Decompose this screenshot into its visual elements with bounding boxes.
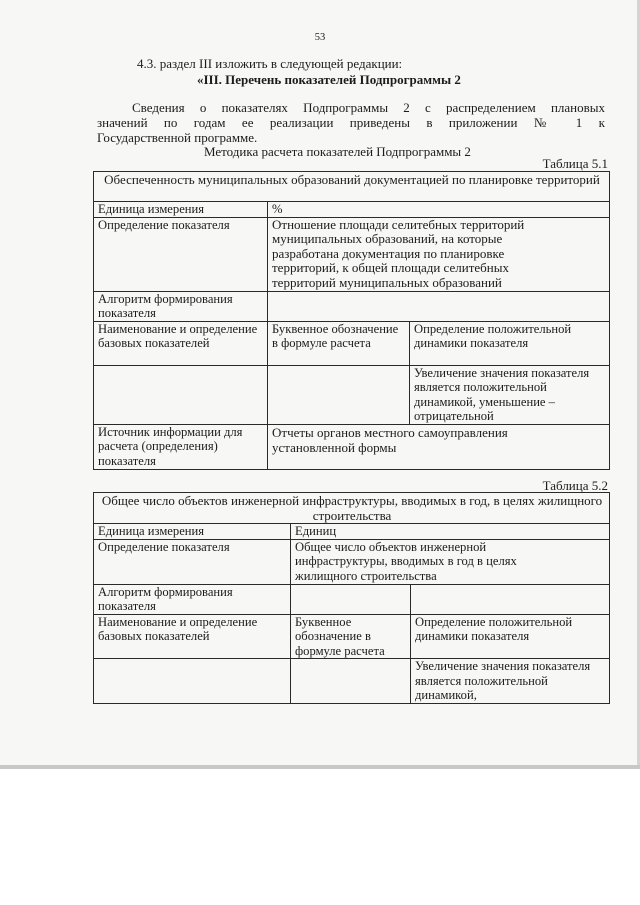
letter-designation-label: Буквенное обозначение в формуле расчета [268, 321, 410, 365]
positive-dynamics-value: Увеличение значения показателя является положительной динамикой, [411, 659, 610, 704]
unit-value: Единиц [291, 524, 610, 540]
empty-cell [268, 365, 410, 424]
base-indicators-label: Наименование и определение базовых показателей [94, 614, 291, 659]
method-title: Методика расчета показателей Подпрограммы 2 [204, 144, 471, 159]
intro-line-1: Сведения о показателях Подпрограммы 2 с распределением плановых [132, 100, 605, 115]
empty-cell [94, 365, 268, 424]
table-5-1-header: Обеспеченность муниципальных образований документацией по планировке территорий [94, 172, 610, 202]
table-5-2-header: Общее число объектов инженерной инфраструктуры, вводимых в год, в целях жилищного строительства [94, 493, 610, 524]
algorithm-label: Алгоритм формирования показателя [94, 291, 268, 321]
positive-dynamics-label: Определение положительной динамики показателя [410, 321, 610, 365]
definition-value: Общее число объектов инженерной инфраструктуры, вводимых в год в целях жилищного строительства [291, 539, 610, 584]
definition-label: Определение показателя [94, 217, 268, 291]
source-label: Источник информации для расчета (определения) показателя [94, 424, 268, 469]
table-5-1-caption: Таблица 5.1 [542, 156, 608, 171]
unit-label: Единица измерения [94, 202, 268, 218]
empty-cell [291, 659, 411, 704]
unit-value: % [268, 202, 610, 218]
table-5-2 [93, 492, 610, 704]
letter-designation-label: Буквенное обозначение в формуле расчета [291, 614, 411, 659]
intro-line-2: значений по годам ее реализации приведены в приложении № 1 к [97, 115, 605, 130]
algorithm-value-extra [411, 584, 610, 614]
definition-label: Определение показателя [94, 539, 291, 584]
base-indicators-label: Наименование и определение базовых показателей [94, 321, 268, 365]
page-bottom-edge [0, 765, 640, 769]
definition-value: Отношение площади селитебных территорий муниципальных образований, на которые разработана документация по планировке территорий, к общей площади селитебных территорий муниципальных образований [268, 217, 610, 291]
positive-dynamics-value: Увеличение значения показателя является положительной динамикой, уменьшение – отрицательной [410, 365, 610, 424]
section-heading: «III. Перечень показателей Подпрограммы 2 [197, 72, 461, 87]
empty-cell [94, 659, 291, 704]
table-5-2-caption: Таблица 5.2 [542, 478, 608, 493]
amendment-instruction: 4.3. раздел III изложить в следующей редакции: [137, 56, 403, 71]
algorithm-value [268, 291, 610, 321]
intro-line-3: Государственной программе. [97, 130, 258, 145]
algorithm-value [291, 584, 411, 614]
unit-label: Единица измерения [94, 524, 291, 540]
page-number: 53 [314, 32, 326, 43]
table-5-1 [93, 171, 610, 470]
positive-dynamics-label: Определение положительной динамики показателя [411, 614, 610, 659]
algorithm-label: Алгоритм формирования показателя [94, 584, 291, 614]
source-value: Отчеты органов местного самоуправления установленной формы [268, 424, 610, 469]
